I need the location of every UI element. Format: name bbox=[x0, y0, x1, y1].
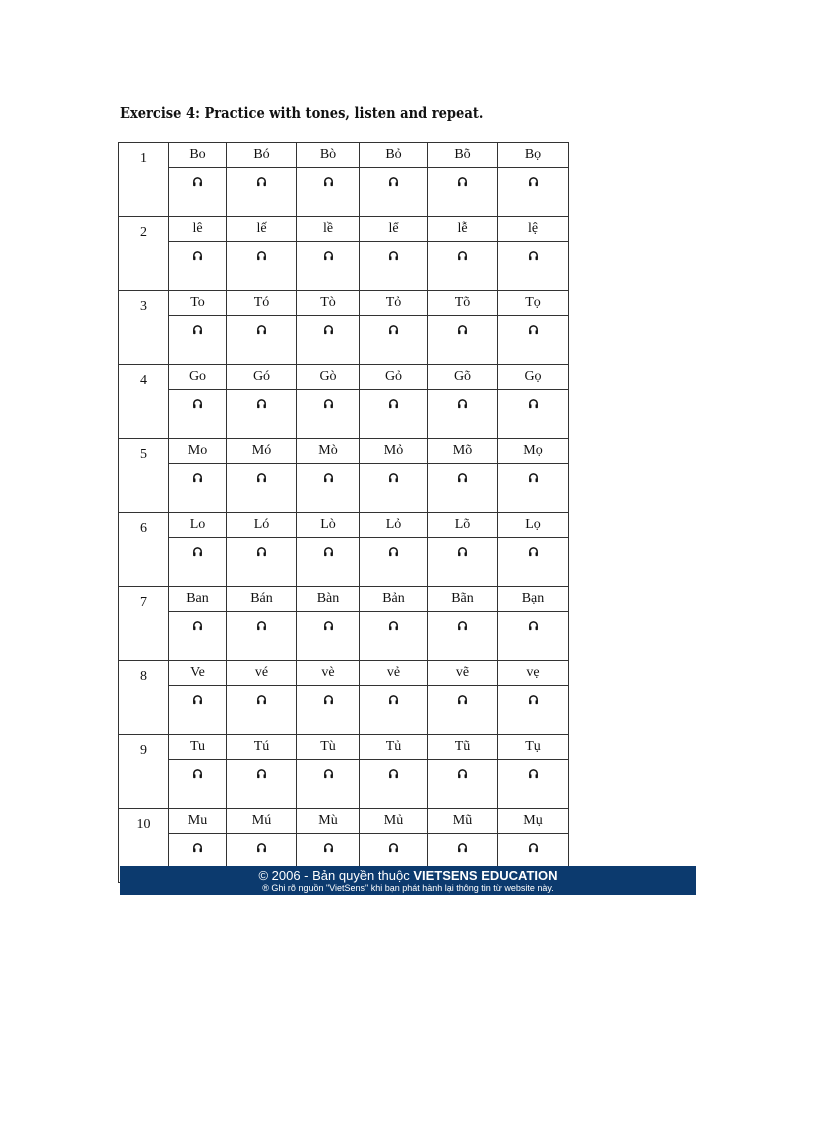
headphones-icon[interactable] bbox=[192, 250, 203, 261]
headphones-icon[interactable] bbox=[457, 768, 468, 779]
tone-word: Lò bbox=[297, 513, 360, 538]
headphones-icon[interactable] bbox=[457, 694, 468, 705]
tone-word: Bò bbox=[297, 143, 360, 168]
audio-cell bbox=[169, 168, 227, 217]
word-row bbox=[119, 439, 569, 464]
audio-row bbox=[119, 168, 569, 217]
row-number: 2 bbox=[119, 217, 169, 291]
audio-cell bbox=[227, 760, 297, 809]
headphones-icon[interactable] bbox=[528, 768, 539, 779]
audio-cell bbox=[169, 760, 227, 809]
audio-cell bbox=[428, 612, 498, 661]
word-row bbox=[119, 143, 569, 168]
headphones-icon[interactable] bbox=[457, 620, 468, 631]
audio-cell bbox=[360, 612, 428, 661]
headphones-icon[interactable] bbox=[388, 472, 399, 483]
headphones-icon[interactable] bbox=[323, 472, 334, 483]
audio-cell bbox=[428, 686, 498, 735]
headphones-icon[interactable] bbox=[256, 176, 267, 187]
audio-cell bbox=[428, 242, 498, 291]
headphones-icon[interactable] bbox=[528, 398, 539, 409]
tone-word: Bán bbox=[227, 587, 297, 612]
tone-word: Mo bbox=[169, 439, 227, 464]
headphones-icon[interactable] bbox=[457, 250, 468, 261]
word-row bbox=[119, 661, 569, 686]
audio-cell bbox=[360, 168, 428, 217]
tone-word: Gõ bbox=[428, 365, 498, 390]
headphones-icon[interactable] bbox=[256, 768, 267, 779]
headphones-icon[interactable] bbox=[323, 176, 334, 187]
headphones-icon[interactable] bbox=[528, 176, 539, 187]
tone-word: Tỏ bbox=[360, 291, 428, 316]
tone-word: Ló bbox=[227, 513, 297, 538]
headphones-icon[interactable] bbox=[323, 768, 334, 779]
word-row bbox=[119, 735, 569, 760]
tone-word: Tú bbox=[227, 735, 297, 760]
tone-word: Mủ bbox=[360, 809, 428, 834]
word-row bbox=[119, 809, 569, 834]
tone-word: Bàn bbox=[297, 587, 360, 612]
audio-row bbox=[119, 464, 569, 513]
headphones-icon[interactable] bbox=[528, 324, 539, 335]
exercise-title: Exercise 4: Practice with tones, listen and repeat. bbox=[120, 104, 484, 122]
headphones-icon[interactable] bbox=[323, 324, 334, 335]
audio-cell bbox=[498, 760, 569, 809]
audio-cell bbox=[227, 538, 297, 587]
headphones-icon[interactable] bbox=[388, 620, 399, 631]
headphones-icon[interactable] bbox=[192, 176, 203, 187]
tone-word: vè bbox=[297, 661, 360, 686]
tone-word: Tù bbox=[297, 735, 360, 760]
audio-cell bbox=[360, 390, 428, 439]
headphones-icon[interactable] bbox=[388, 398, 399, 409]
headphones-icon[interactable] bbox=[388, 176, 399, 187]
audio-cell bbox=[169, 686, 227, 735]
headphones-icon[interactable] bbox=[256, 546, 267, 557]
row-number: 6 bbox=[119, 513, 169, 587]
audio-cell bbox=[227, 316, 297, 365]
headphones-icon[interactable] bbox=[388, 694, 399, 705]
audio-cell bbox=[498, 242, 569, 291]
row-number: 8 bbox=[119, 661, 169, 735]
audio-cell bbox=[498, 316, 569, 365]
audio-cell bbox=[169, 538, 227, 587]
tone-word: Bản bbox=[360, 587, 428, 612]
word-row bbox=[119, 587, 569, 612]
headphones-icon[interactable] bbox=[323, 546, 334, 557]
audio-cell bbox=[227, 612, 297, 661]
audio-cell bbox=[428, 316, 498, 365]
audio-cell bbox=[297, 612, 360, 661]
audio-cell bbox=[169, 464, 227, 513]
tone-word: lể bbox=[360, 217, 428, 242]
tone-word: To bbox=[169, 291, 227, 316]
audio-cell bbox=[227, 390, 297, 439]
headphones-icon[interactable] bbox=[388, 768, 399, 779]
copyright-line bbox=[120, 866, 696, 883]
audio-cell bbox=[297, 538, 360, 587]
copyright-banner bbox=[120, 866, 696, 895]
word-row bbox=[119, 513, 569, 538]
tone-word: Gọ bbox=[498, 365, 569, 390]
audio-cell bbox=[428, 168, 498, 217]
tone-word: Tó bbox=[227, 291, 297, 316]
audio-cell bbox=[297, 242, 360, 291]
tone-word: Tũ bbox=[428, 735, 498, 760]
headphones-icon[interactable] bbox=[323, 694, 334, 705]
audio-cell bbox=[498, 168, 569, 217]
headphones-icon[interactable] bbox=[457, 472, 468, 483]
headphones-icon[interactable] bbox=[192, 398, 203, 409]
brand-name: VIETSENS EDUCATION bbox=[413, 868, 558, 883]
audio-cell bbox=[297, 464, 360, 513]
row-number: 1 bbox=[119, 143, 169, 217]
headphones-icon[interactable] bbox=[457, 398, 468, 409]
row-number: 10 bbox=[119, 809, 169, 883]
audio-cell bbox=[169, 612, 227, 661]
headphones-icon[interactable] bbox=[457, 546, 468, 557]
tone-word: Gó bbox=[227, 365, 297, 390]
headphones-icon[interactable] bbox=[528, 842, 539, 853]
audio-cell bbox=[297, 760, 360, 809]
row-number: 7 bbox=[119, 587, 169, 661]
audio-cell bbox=[227, 242, 297, 291]
headphones-icon[interactable] bbox=[256, 250, 267, 261]
headphones-icon[interactable] bbox=[256, 842, 267, 853]
tone-word: Ve bbox=[169, 661, 227, 686]
audio-cell bbox=[360, 242, 428, 291]
tone-word: lệ bbox=[498, 217, 569, 242]
headphones-icon[interactable] bbox=[192, 472, 203, 483]
audio-cell bbox=[498, 612, 569, 661]
copyright-text: © 2006 - Bản quyền thuộc bbox=[258, 868, 414, 883]
tone-word: Mỏ bbox=[360, 439, 428, 464]
tone-word: Go bbox=[169, 365, 227, 390]
headphones-icon[interactable] bbox=[192, 324, 203, 335]
headphones-icon[interactable] bbox=[256, 324, 267, 335]
headphones-icon[interactable] bbox=[256, 620, 267, 631]
tone-word: Mõ bbox=[428, 439, 498, 464]
tone-word: Bo bbox=[169, 143, 227, 168]
row-number: 3 bbox=[119, 291, 169, 365]
headphones-icon[interactable] bbox=[457, 324, 468, 335]
tone-word: Bọ bbox=[498, 143, 569, 168]
headphones-icon[interactable] bbox=[323, 250, 334, 261]
audio-row bbox=[119, 612, 569, 661]
tone-practice-table bbox=[118, 142, 569, 883]
tone-word: Lõ bbox=[428, 513, 498, 538]
tone-word: lễ bbox=[428, 217, 498, 242]
headphones-icon[interactable] bbox=[528, 546, 539, 557]
audio-cell bbox=[227, 464, 297, 513]
tone-word: Tò bbox=[297, 291, 360, 316]
audio-cell bbox=[169, 316, 227, 365]
tone-word: Tọ bbox=[498, 291, 569, 316]
row-number: 9 bbox=[119, 735, 169, 809]
audio-row bbox=[119, 538, 569, 587]
tone-word: Bãn bbox=[428, 587, 498, 612]
headphones-icon[interactable] bbox=[528, 250, 539, 261]
audio-cell bbox=[297, 316, 360, 365]
audio-row bbox=[119, 316, 569, 365]
headphones-icon[interactable] bbox=[388, 324, 399, 335]
audio-cell bbox=[297, 686, 360, 735]
tone-word: vẹ bbox=[498, 661, 569, 686]
headphones-icon[interactable] bbox=[192, 694, 203, 705]
tone-word: Gò bbox=[297, 365, 360, 390]
headphones-icon[interactable] bbox=[388, 842, 399, 853]
headphones-icon[interactable] bbox=[323, 842, 334, 853]
tone-word: vẻ bbox=[360, 661, 428, 686]
tone-word: Bạn bbox=[498, 587, 569, 612]
tone-word: Mụ bbox=[498, 809, 569, 834]
word-row bbox=[119, 365, 569, 390]
headphones-icon[interactable] bbox=[528, 620, 539, 631]
headphones-icon[interactable] bbox=[192, 546, 203, 557]
tone-word: Mũ bbox=[428, 809, 498, 834]
tone-word: Bỏ bbox=[360, 143, 428, 168]
headphones-icon[interactable] bbox=[388, 546, 399, 557]
audio-cell bbox=[498, 686, 569, 735]
headphones-icon[interactable] bbox=[457, 176, 468, 187]
headphones-icon[interactable] bbox=[256, 398, 267, 409]
tone-word: vẽ bbox=[428, 661, 498, 686]
tone-word: Lọ bbox=[498, 513, 569, 538]
word-row bbox=[119, 217, 569, 242]
audio-row bbox=[119, 242, 569, 291]
headphones-icon[interactable] bbox=[256, 694, 267, 705]
audio-cell bbox=[360, 686, 428, 735]
tone-word: Gỏ bbox=[360, 365, 428, 390]
tone-word: Mú bbox=[227, 809, 297, 834]
audio-row bbox=[119, 390, 569, 439]
audio-cell bbox=[360, 760, 428, 809]
audio-row bbox=[119, 760, 569, 809]
headphones-icon[interactable] bbox=[388, 250, 399, 261]
audio-cell bbox=[360, 316, 428, 365]
headphones-icon[interactable] bbox=[192, 620, 203, 631]
audio-cell bbox=[227, 168, 297, 217]
headphones-icon[interactable] bbox=[192, 842, 203, 853]
headphones-icon[interactable] bbox=[528, 472, 539, 483]
word-row bbox=[119, 291, 569, 316]
tone-word: Tõ bbox=[428, 291, 498, 316]
headphones-icon[interactable] bbox=[457, 842, 468, 853]
headphones-icon[interactable] bbox=[323, 620, 334, 631]
row-number: 5 bbox=[119, 439, 169, 513]
tone-word: Ban bbox=[169, 587, 227, 612]
headphones-icon[interactable] bbox=[256, 472, 267, 483]
headphones-icon[interactable] bbox=[528, 694, 539, 705]
audio-cell bbox=[227, 686, 297, 735]
tone-word: lề bbox=[297, 217, 360, 242]
tone-word: Mó bbox=[227, 439, 297, 464]
audio-cell bbox=[428, 464, 498, 513]
tone-word: Tu bbox=[169, 735, 227, 760]
tone-word: vé bbox=[227, 661, 297, 686]
tone-word: Tủ bbox=[360, 735, 428, 760]
audio-cell bbox=[297, 168, 360, 217]
tone-word: Mu bbox=[169, 809, 227, 834]
tone-word: Bõ bbox=[428, 143, 498, 168]
tone-word: Bó bbox=[227, 143, 297, 168]
audio-cell bbox=[498, 464, 569, 513]
source-note: ® Ghi rõ nguồn "VietSens" khi bạn phát hành lại thông tin từ website này. bbox=[262, 883, 554, 893]
tone-word: lế bbox=[227, 217, 297, 242]
headphones-icon[interactable] bbox=[323, 398, 334, 409]
audio-cell bbox=[428, 538, 498, 587]
audio-cell bbox=[498, 538, 569, 587]
audio-cell bbox=[428, 390, 498, 439]
audio-cell bbox=[498, 390, 569, 439]
row-number: 4 bbox=[119, 365, 169, 439]
tone-word: Tụ bbox=[498, 735, 569, 760]
audio-cell bbox=[360, 538, 428, 587]
audio-cell bbox=[360, 464, 428, 513]
tone-word: Mò bbox=[297, 439, 360, 464]
headphones-icon[interactable] bbox=[192, 768, 203, 779]
tone-word: Mọ bbox=[498, 439, 569, 464]
tone-word: Mù bbox=[297, 809, 360, 834]
tone-word: Lo bbox=[169, 513, 227, 538]
audio-cell bbox=[169, 390, 227, 439]
audio-cell bbox=[428, 760, 498, 809]
audio-cell bbox=[169, 242, 227, 291]
audio-row bbox=[119, 686, 569, 735]
tone-word: Lỏ bbox=[360, 513, 428, 538]
audio-cell bbox=[297, 390, 360, 439]
tone-word: lê bbox=[169, 217, 227, 242]
